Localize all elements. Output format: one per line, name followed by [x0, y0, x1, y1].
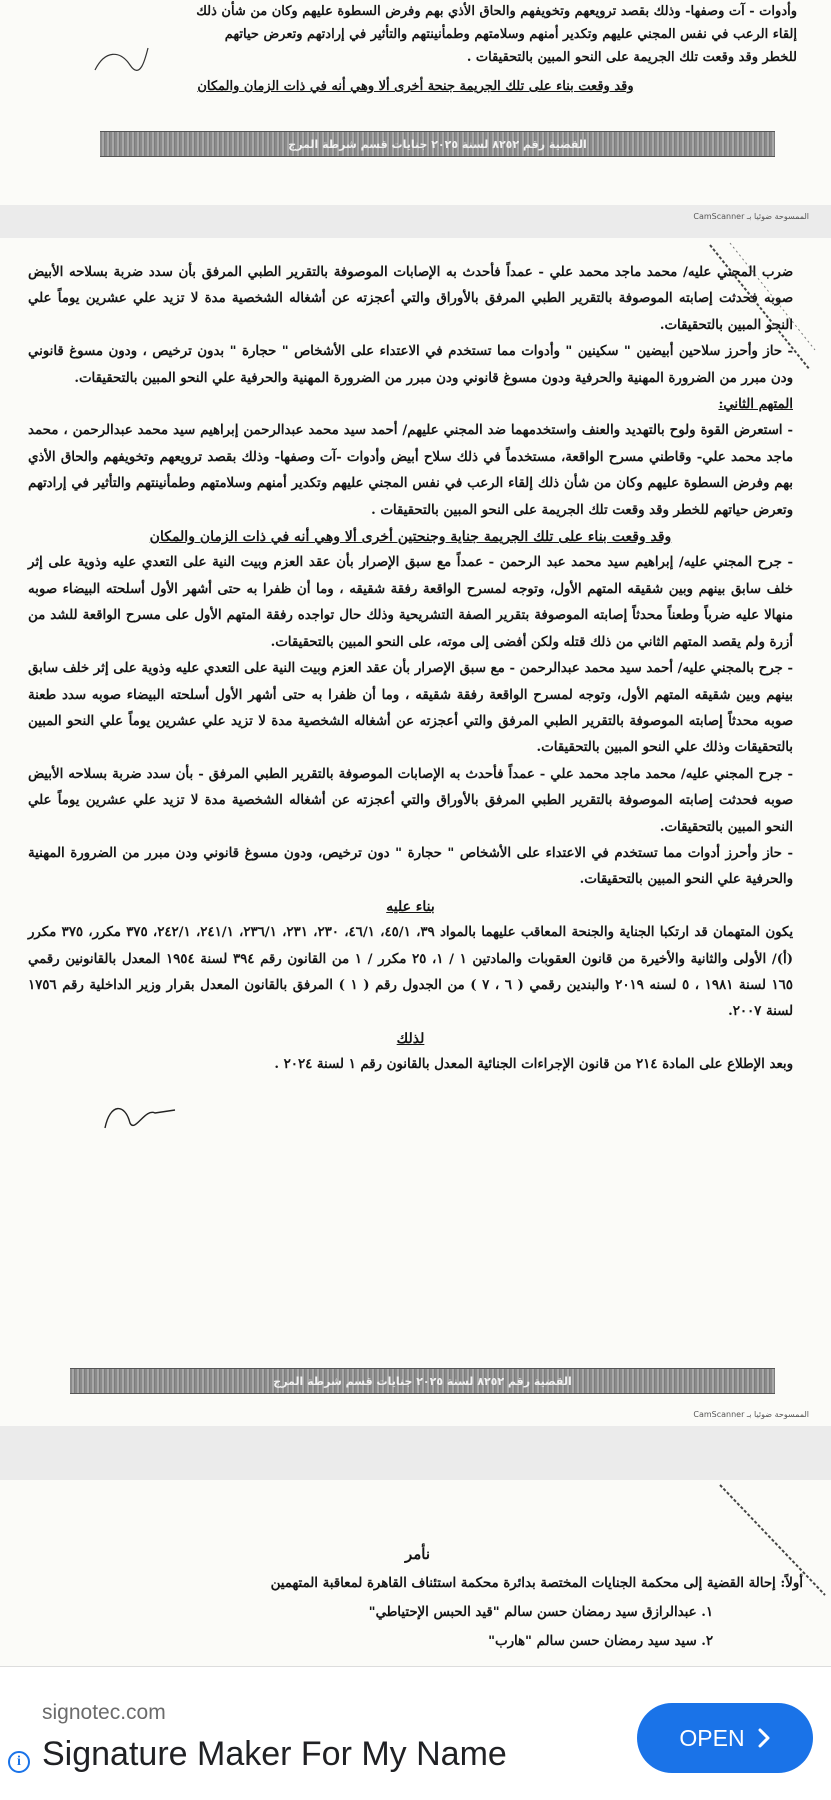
order-heading: نأمر [404, 1545, 431, 1563]
accused-two-label: المتهم الثاني: [718, 397, 793, 413]
charge-paragraph: ضرب المجني عليه/ محمد ماجد محمد علي - عمداً فأحدث به الإصابات الموصوفة بالتقرير الطبي المرفق بأن سدد ضربة بسلاحه الأبيض صوبه فحدثت إصابته الموصوفة بالتقرير الطبي المرفق بالأوراق والتي أعجزته عن أشغاله الشخصية مدة لا تزيد علي عشرين يوماً علي النحو المبين بالتحقيقات. [28, 265, 793, 333]
page-2-text [28, 260, 793, 1079]
charge-paragraph: - جرح بالمجني عليه/ أحمد سيد محمد عبدالرحمن - مع سبق الإصرار بأن عقد العزم وبيت النية على التعدي عليه وذوية على إثر خلف سابق بينهم وبين شقيقه المتهم الأول، وتوجه لمسرح الواقعة رفقة شقيقه ، وما أن ظفرا به حتى أشهر الأول أسلحته البيضاء صوبه سدد طعنة صوبه محدثاً إصابته الموصوفة بالتقرير الطبي المرفق والتي أعجزته عن أشغاله الشخصية مدة لا تزيد علي عشرين يوماً علي النحو المبين بالتحقيقات وذلك علي النحو المبين بالتحقيقات. [28, 661, 793, 756]
scanner-footer: CamScanner الممسوحة ضوئيا بـ [693, 1410, 809, 1419]
scanned-page-1 [0, 0, 831, 221]
charge-paragraph: - حاز وأحرز أدوات مما تستخدم في الاعتداء على الأشخاص " حجارة " دون ترخيص، ودون مسوغ قانوني ودن مبرر من الضرورة المهنية والحرفية علي النحو المبين بالتحقيقات. [28, 845, 793, 888]
ad-info-icon[interactable]: i [8, 1751, 30, 1773]
charge-paragraph: - جرح المجني عليه/ إبراهيم سيد محمد عبد الرحمن - عمداً مع سبق الإصرار بأن عقد العزم وبيت النية على التعدي عليه وذوية على إثر خلف سابق بينهم وبين شقيقه المتهم الأول، وتوجه لمسرح الواقعة رفقة شقيقه ، وما أن ظفرا به حتى أشهر الأول أسلحته البيضاء صوبه منهالا عليه ضرباً وطعناً محدثاً إصابته الموصوفة بتقرير الصفة التشريحية وذلك حال تواجده رفقة المتهم الأول على مسرح الواقعة للشد من أزرة ولم يقصد المتهم الثاني من ذلك قتله ولكن أفضى إلى موته، على النحو المبين بالتحقيقات. [28, 555, 793, 650]
chevron-right-icon [757, 1728, 771, 1748]
section-heading: بناء عليه [386, 898, 435, 915]
ad-open-label: OPEN [679, 1724, 745, 1751]
case-number-band: القضية رقم ٨٢٥٢ لسنة ٢٠٢٥ جنايات قسم شرطة المرج [70, 1368, 775, 1394]
page-3-text [32, 1540, 803, 1656]
ad-open-button[interactable] [637, 1703, 813, 1773]
page-1-paragraph: وأدوات - آت وصفها- وذلك بقصد ترويعهم وتخويفهم والحاق الأذي بهم وفرض السطوة عليهم وكان من شأن ذلك [196, 4, 797, 19]
handwritten-signature-icon [100, 1098, 180, 1138]
accused-list-item: ٢. سيد سيد رمضان حسن سالم "هارب" [488, 1634, 713, 1649]
section-heading: لذلك [396, 1030, 425, 1047]
charge-paragraph: - استعرض القوة ولوح بالتهديد والعنف واستخدمهما ضد المجني عليهم/ أحمد سيد محمد عبدالرحمن إبراهيم سيد محمد عبدالرحمن ، محمد ماجد محمد علي- وقاطني مسرح الواقعة، مستخدماً في ذلك سلاح أبيض وأدوات -آت وصفها- وذلك بقصد ترويعهم وتخويفهم والحاق الأذي بهم وفرض السطوة عليهم وكان من شأن ذلك إلقاء الرعب في نفس المجني عليهم وتكدير أمنهم وسلامتهم وطمأنينتهم والتأثير في إرادتهم وتعرض حياتهم للخطر وقد وقعت تلك الجريمة على النحو المبين بالتحقيقات . [28, 423, 793, 518]
page-1-heading: وقد وقعت بناء على تلك الجريمة جنحة أخرى ألا وهي أنه في ذات الزمان والمكان [197, 79, 634, 94]
scan-corner-mark-icon [700, 240, 820, 380]
accused-list-item: ١. عبدالرازق سيد رمضان حسن سالم "قيد الحبس الإحتياطي" [368, 1605, 713, 1620]
law-paragraph: يكون المتهمان قد ارتكبا الجناية والجنحة المعاقب عليهما بالمواد ٣٩، ٤٥/١، ٤٦/١، ٢٣٠، ٢٣١، ٢٣٦/١، ٢٤١/١، ٢٤٢/١، ٣٧٥ مكرر، ٣٧٥ مكرر (أ)/ الأولى والثانية والأخيرة من قانون العقوبات والمادتين ١ / ١، ٢٥ مكرر / ١ من القانون رقم ٣٩٤ لسنة ١٩٥٤ المعدل بالقانونين رقمي ١٦٥ لسنة ١٩٨١ ، ٥ لسنه ٢٠١٩ والبندين رقمي ( ٦ ، ٧ ) من الجدول رقم ( ١ ) المرفق بالقانون المعدل بقرار وزير الداخلية رقم ١٧٥٦ لسنة ٢٠٠٧. [28, 925, 794, 1020]
handwritten-mark-icon [90, 40, 150, 80]
ad-banner[interactable] [0, 1666, 831, 1800]
ad-title[interactable]: Signature Maker For My Name [42, 1735, 507, 1773]
scan-corner-mark-icon [715, 1480, 831, 1600]
final-paragraph: وبعد الإطلاع على المادة ٢١٤ من قانون الإجراءات الجنائية المعدل بالقانون رقم ١ لسنة ٢٠٢٤ . [274, 1057, 793, 1073]
section-heading: وقد وقعت بناء على تلك الجريمة جناية وجنحتين أخرى ألا وهي أنه في ذات الزمان والمكان [149, 529, 672, 546]
page-1-paragraph: إلقاء الرعب في نفس المجني عليهم وتكدير أمنهم وسلامتهم وطمأنينتهم والتأثير في إرادتهم وتعرض حياتهم [224, 27, 797, 42]
case-number-band: القضية رقم ٨٢٥٢ لسنة ٢٠٢٥ جنايات قسم شرطة المرج [100, 131, 775, 157]
charge-paragraph: - جرح المجني عليه/ محمد ماجد محمد علي - عمداً فأحدث به الإصابات الموصوفة بالتقرير الطبي المرفق - بأن سدد ضربة بسلاحه الأبيض صوبه فحدثت إصابته الموصوفة بالتقرير الطبي المرفق بالأوراق والتي أعجزته عن أشغاله الشخصية مدة لا تزيد علي عشرين يوماً علي النحو المبين بالتحقيقات. [28, 766, 793, 835]
charge-paragraph: - حاز وأحرز سلاحين أبيضين " سكينين " وأدوات مما تستخدم في الاعتداء على الأشخاص " حجارة " بدون ترخيص ، ودون مسوغ قانوني ودن مبرر من الضرورة المهنية والحرفية ودون مسوغ قانوني ودن مبرر من الضرورة المهنية والحرفية علي النحو المبين بالتحقيقات. [28, 344, 793, 386]
ad-domain: signotec.com [42, 1701, 166, 1724]
scanned-page-2 [0, 238, 831, 1426]
scanned-page-3 [0, 1480, 831, 1670]
order-first-item: أولاً: إحالة القضية إلى محكمة الجنايات المختصة بدائرة محكمة استئناف القاهرة لمعاقبة المتهمين [270, 1576, 803, 1591]
page-1-paragraph: للخطر وقد وقعت تلك الجريمة على النحو المبين بالتحقيقات . [466, 50, 797, 65]
scanner-footer: CamScanner الممسوحة ضوئيا بـ [693, 212, 809, 221]
